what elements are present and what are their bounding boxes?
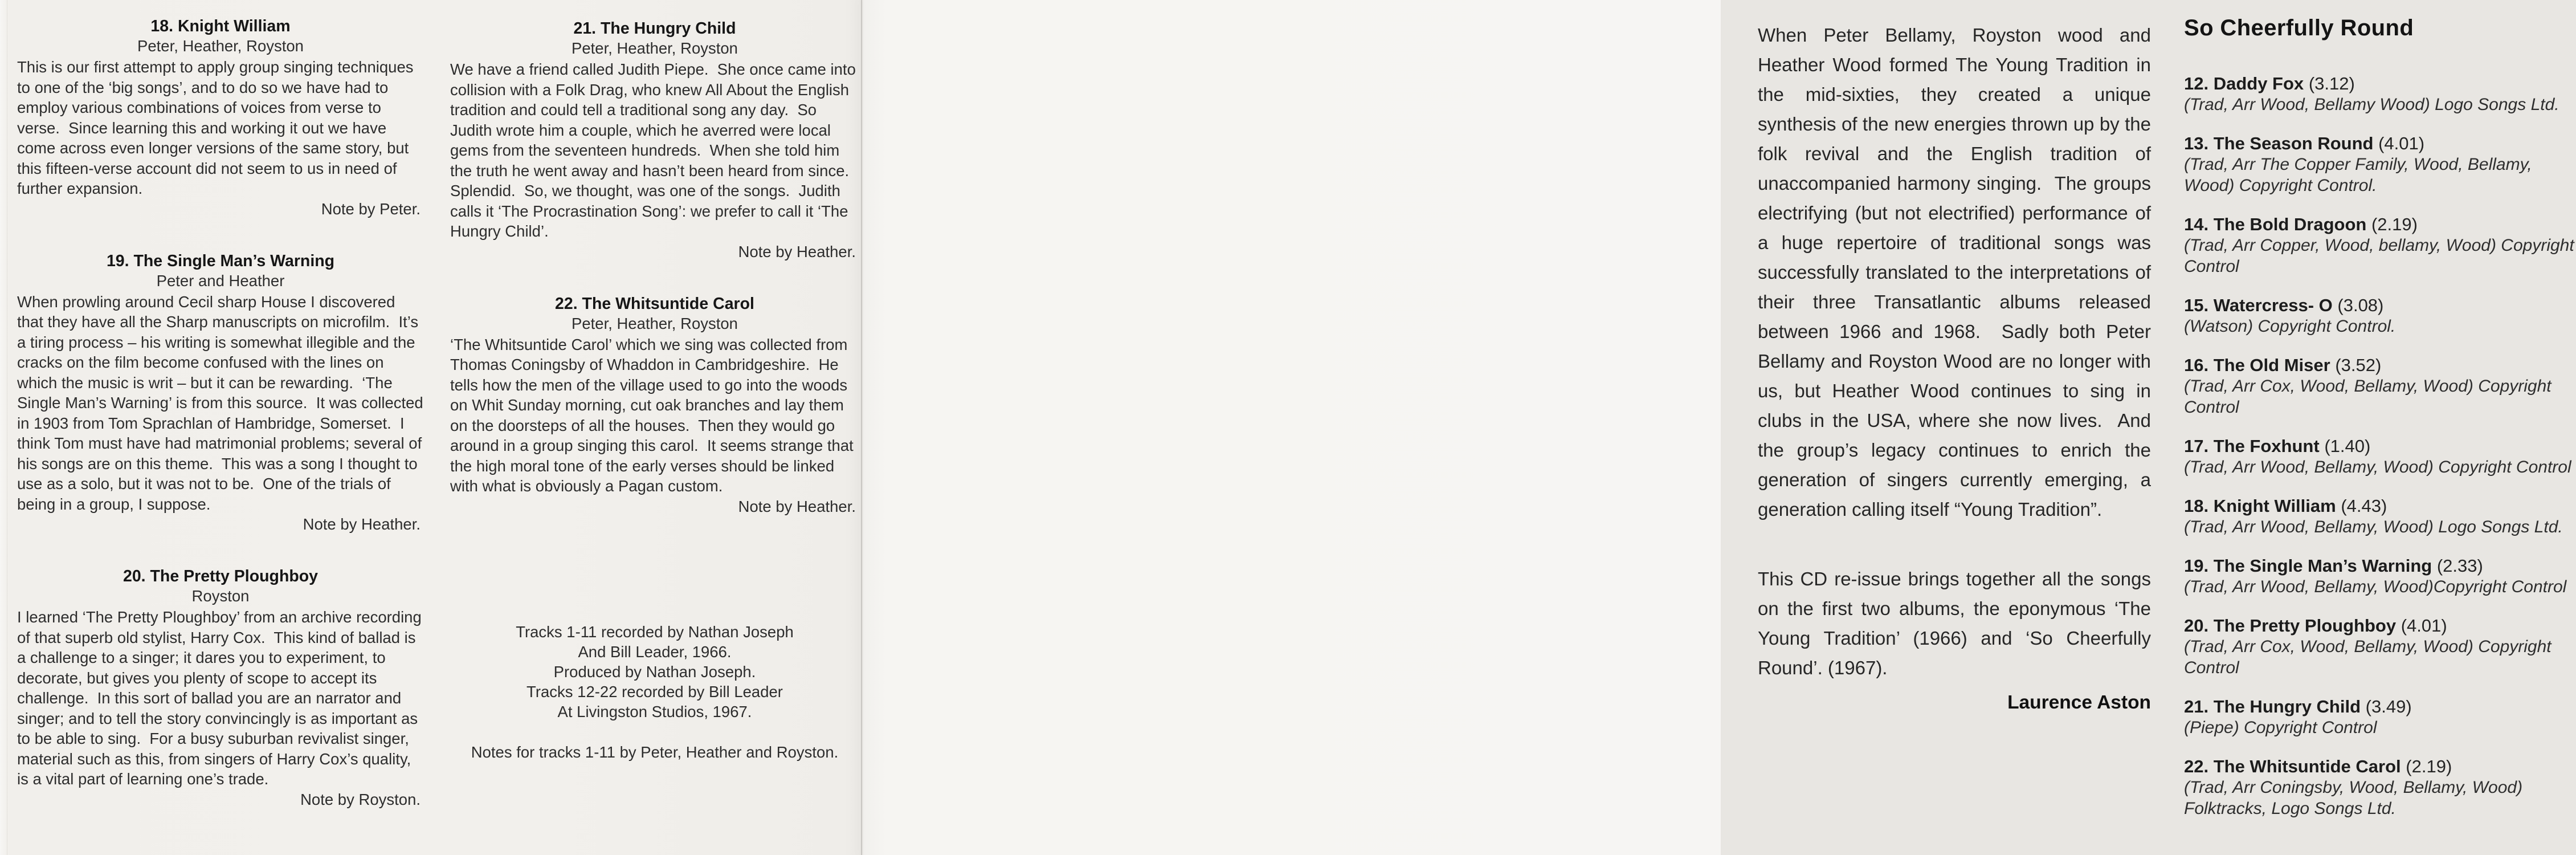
track-duration: (3.52) (2335, 355, 2382, 375)
track-duration: (2.33) (2436, 556, 2483, 576)
credits-line: And Bill Leader, 1966. (578, 642, 732, 661)
track-credit: (Watson) Copyright Control. (2184, 317, 2396, 336)
track-duration: (1.40) (2324, 436, 2371, 456)
track-note-section-20 (17, 566, 424, 809)
track-item (2184, 295, 2576, 337)
track-note-performers: Peter, Heather, Royston (137, 37, 304, 55)
track-note-heading: 21. The Hungry Child (573, 19, 736, 38)
booklet-right-page (863, 0, 2574, 855)
track-note-section-21 (450, 18, 859, 262)
track-note-body: This is our first attempt to apply group singing techniques to one of the ‘big songs’, and to do so we have had to employ various combinations of voices from verse to verse. Since learning this and working it out we have come across even longer versions of the same story, but this fifteen-verse account did not seem to us in need of further expansion. (17, 58, 418, 197)
track-note-byline: Note by Royston. (300, 790, 421, 808)
notes-authors-credit: Notes for tracks 1-11 by Peter, Heather and Royston. (471, 743, 839, 761)
credits-line: Tracks 12-22 recorded by Bill Leader (526, 682, 783, 701)
track-note-heading: 18. Knight William (150, 17, 291, 35)
track-note-performers: Peter, Heather, Royston (571, 39, 738, 57)
track-title: 16. The Old Miser (2184, 355, 2330, 375)
credits-line: Tracks 1-11 recorded by Nathan Joseph (516, 622, 794, 641)
track-item (2184, 555, 2576, 597)
track-item (2184, 696, 2576, 738)
track-note-byline: Note by Heather. (738, 497, 856, 515)
track-credit: (Piepe) Copyright Control (2184, 718, 2377, 737)
track-title: 22. The Whitsuntide Carol (2184, 756, 2401, 776)
track-note-byline: Note by Heather. (303, 515, 421, 533)
track-credit: (Trad, Arr Cox, Wood, Bellamy, Wood) Copyright Control (2184, 637, 2551, 677)
track-note-body: We have a friend called Judith Piepe. She once came into collision with a Folk Drag, who knew All About the English tradition and could tell a traditional song any day. So Judith wrote him a couple, which he averred were local gems from the seventeen hundreds. When she told him the truth he went away and hasn’t been heard from since. Splendid. So, we thought, was one of the songs. Judith calls it ‘The Procrastination Song’: we prefer to call it ‘The Hungry Child’. (450, 60, 860, 240)
track-item (2184, 355, 2576, 418)
notes-column-2 (450, 18, 859, 762)
track-item (2184, 73, 2576, 115)
track-note-section-22 (450, 294, 859, 516)
track-credit: (Trad, Arr Coningsby, Wood, Bellamy, Wood) Folktracks, Logo Songs Ltd. (2184, 778, 2523, 818)
page-fold-line (861, 0, 862, 855)
track-title: 21. The Hungry Child (2184, 697, 2361, 716)
track-duration: (4.43) (2341, 496, 2387, 516)
track-title: 17. The Foxhunt (2184, 436, 2320, 456)
track-title: 15. Watercress- O (2184, 295, 2333, 315)
track-note-section-19 (17, 251, 428, 535)
track-item (2184, 435, 2576, 478)
track-credit: (Trad, Arr Wood, Bellamy, Wood) Logo Songs Ltd. (2184, 518, 2563, 536)
track-credit: (Trad, Arr Copper, Wood, bellamy, Wood) Copyright Control (2184, 236, 2574, 276)
track-duration: (3.12) (2308, 74, 2355, 93)
track-item (2184, 495, 2576, 538)
track-note-byline: Note by Heather. (738, 242, 856, 260)
track-note-body: When prowling around Cecil sharp House I discovered that they have all the Sharp manuscripts on microfilm. It’s a tiring process – his writing is somewhat illegible and the cracks on the film become confused with the lines on which the music is writ – but it can be rewarding. ‘The Single Man’s Warning’ is from this source. It was collected in 1903 from Tom Sprachlan of Hambridge, Somerset. I think Tom must have had matrimonial problems; several of his songs are on this theme. This was a song I thought to use as a solo, but it was not to be. One of the trials of being in a group, I suppose. (17, 292, 428, 513)
tracklist-column (2184, 15, 2576, 837)
track-title: 20. The Pretty Ploughboy (2184, 616, 2397, 636)
track-note-heading: 19. The Single Man’s Warning (106, 251, 335, 270)
track-credit: (Trad, Arr Wood, Bellamy, Wood) Copyright Control (2184, 458, 2571, 477)
essay-signature: Laurence Aston (2007, 692, 2151, 713)
essay-paragraph-1: When Peter Bellamy, Royston wood and Heather Wood formed The Young Tradition in the mid-sixties, they created a unique synthesis of the new energies thrown up by the folk revival and the English tradition of unaccompanied harmony singing. The groups electrifying (but not electrified) performance of a huge repertoire of traditional songs was successfully translated to the interpretations of their three Transatlantic albums released between 1966 and 1968. Sadly both Peter Bellamy and Royston Wood are no longer with us, but Heather Wood continues to sing in clubs in the USA, where she now lives. And the group’s legacy continues to enrich the generation of singers currently emerging, a generation calling itself “Young Tradition”. (1758, 25, 2157, 520)
track-duration: (2.19) (2371, 214, 2418, 234)
liner-essay (1758, 21, 2157, 714)
track-credit: (Trad, Arr Wood, Bellamy, Wood)Copyright Control (2184, 577, 2567, 596)
track-title: 19. The Single Man’s Warning (2184, 556, 2432, 576)
track-note-performers: Peter and Heather (156, 271, 285, 290)
track-title: 18. Knight William (2184, 496, 2336, 516)
track-credit: (Trad, Arr Cox, Wood, Bellamy, Wood) Copyright Control (2184, 377, 2551, 417)
track-duration: (4.01) (2401, 616, 2447, 636)
recording-credits (450, 622, 859, 722)
track-title: 14. The Bold Dragoon (2184, 214, 2367, 234)
album-title: So Cheerfully Round (2184, 15, 2414, 40)
essay-paragraph-2: This CD re-issue brings together all the songs on the first two albums, the eponymous ‘The Young Tradition’ (1966) and ‘So Cheerfully Round’. (1967). (1758, 568, 2157, 678)
track-note-section-18 (17, 16, 424, 219)
track-note-performers: Peter, Heather, Royston (571, 314, 738, 332)
track-title: 13. The Season Round (2184, 133, 2374, 153)
track-note-heading: 22. The Whitsuntide Carol (555, 294, 754, 313)
track-duration: (4.01) (2378, 133, 2425, 153)
track-title: 12. Daddy Fox (2184, 74, 2304, 93)
track-note-performers: Royston (191, 587, 250, 605)
notes-column-1 (17, 16, 428, 841)
track-credit: (Trad, Arr The Copper Family, Wood, Bellamy, Wood) Copyright Control. (2184, 155, 2532, 195)
track-credit: (Trad, Arr Wood, Bellamy Wood) Logo Songs Ltd. (2184, 95, 2559, 114)
track-duration: (3.08) (2337, 295, 2384, 315)
credits-line: At Livingston Studios, 1967. (557, 702, 752, 720)
track-note-body: I learned ‘The Pretty Ploughboy’ from an archive recording of that superb old stylist, Harry Cox. This kind of ballad is a challenge to a singer; it dares you to experiment, to decorate, but gives you plenty of scope to accept its challenge. In this sort of ballad you are an narrator and singer; and to tell the story convincingly is as important as to be able to sing. For a busy suburban revivalist singer, material such as this, from singers of Harry Cox’s quality, is a vital part of learning one’s trade. (17, 608, 426, 788)
track-item (2184, 756, 2576, 819)
credits-line: Produced by Nathan Joseph. (553, 662, 756, 681)
track-note-byline: Note by Peter. (321, 199, 421, 218)
track-item (2184, 615, 2576, 678)
track-item (2184, 214, 2576, 277)
track-duration: (2.19) (2406, 756, 2452, 776)
track-duration: (3.49) (2365, 697, 2412, 716)
track-note-heading: 20. The Pretty Ploughboy (123, 567, 319, 585)
track-item (2184, 133, 2576, 196)
booklet-left-page (0, 0, 862, 855)
track-note-body: ‘The Whitsuntide Carol’ which we sing was collected from Thomas Coningsby of Whaddon in Cambridgeshire. He tells how the men of the village used to go into the woods on Whit Sunday morning, cut oak branches and lay them on the doorsteps of all the houses. Then they would go around in a group singing this carol. It seems strange that the high moral tone of the early verses should be linked with what is obviously a Pagan custom. (450, 335, 858, 495)
